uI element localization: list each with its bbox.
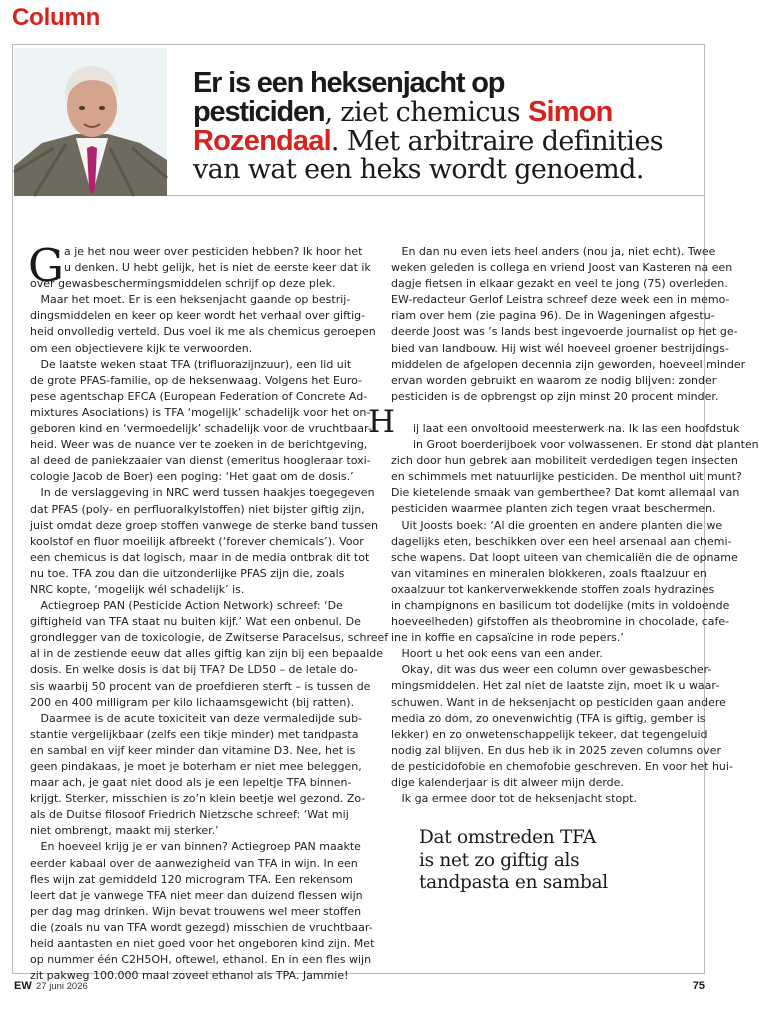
left-column-line: sis waarbij 50 procent van de proefdieren sterft – is tussen de (30, 679, 371, 693)
right-column-b-line: media zo dom, zo onevenwichtig (TFA is giftig, gember is (391, 711, 706, 725)
right-column (391, 244, 759, 807)
left-column-line: juist omdat deze groep stoffen vanwege de sterke band tussen (30, 518, 378, 532)
pullquote-line: is net zo giftig als (419, 849, 580, 871)
footer-brand: EW (14, 980, 32, 992)
right-column-a-line: En dan nu even iets heel anders (nou ja, niet echt). Twee (391, 245, 716, 258)
left-column-line: 200 en 400 milligram per kilo lichaamsgewicht (bij ratten). (30, 695, 355, 709)
right-column-b-line: ij laat een onvoltooid meesterwerk na. Ik las een hoofdstuk (413, 421, 740, 435)
right-column-b-line: Uit Joosts boek: ‘Al die groenten en andere planten die we (391, 518, 723, 532)
right-column-a-line: dagje fietsen in elkaar gezakt en veel te jong (75) overleden. (391, 277, 728, 291)
right-column-part-a (391, 244, 746, 405)
left-column-line: geen pindakaas, je moet je boterham er niet mee beleggen, (30, 760, 362, 773)
right-column-b-line: van vitamines en mineralen blokkeren, zoals ftaalzuur en (391, 566, 707, 580)
left-column-line: nu toe. TFA zou dan die uitzonderlijke PFAS zijn die, zoals (30, 566, 345, 580)
right-column-a-line: bied van landbouw. Hij wist wél hoeveel groener bestrijdings- (391, 341, 729, 355)
right-column-b-line: de pesticidofobie en chemofobie geschreven. En voor het hui- (391, 759, 733, 773)
left-column-line: eerder kabaal over de aanwezigheid van TFA in wijn. In een (30, 856, 358, 870)
headline-part5: van wat een heks wordt genoemd. (193, 154, 644, 185)
right-column-b-line: pesticiden waarmee planten zich tegen vraat beschermen. (391, 502, 716, 516)
right-column-b-line: dige kalenderjaar is dit alweer mijn derde. (391, 776, 624, 789)
left-column-line: Daarmee is de acute toxiciteit van deze vermaledijde sub- (30, 711, 363, 725)
left-column-line: En hoeveel krijg je er van binnen? Actiegroep PAN maakte (30, 840, 361, 854)
right-column-b-line: en schimmels met natuurlijke pesticiden. De menthol uit munt? (391, 470, 742, 484)
left-column-line: niet ombrengt, maakt mij sterker.’ (30, 824, 219, 838)
right-column-b-line: schuwen. Want in de heksenjacht op pesticiden gaan andere (391, 695, 726, 709)
author-portrait (14, 48, 167, 196)
left-column-line: die (zoals nu van TFA wordt gezegd) misschien de vruchtbaar- (30, 920, 373, 934)
left-column-line: per dag mag drinken. Wijn bevat trouwens wel meer stoffen (30, 904, 362, 918)
headline-author-last: Rozendaal (193, 125, 331, 157)
right-column-b-line: dagelijks eten, beschikken over een heel arsenaal aan chemi- (391, 534, 732, 548)
right-column-b-line: Hoort u het ook eens van een ander. (391, 647, 603, 661)
right-column-b-line: in Groot boerderijboek voor volwassenen. Er stond dat planten (413, 438, 759, 452)
dropcap-left: G (28, 239, 64, 292)
left-column-line: heid onvolledig verteld. Dus voel ik me als chemicus geroepen (30, 325, 376, 339)
right-column-b-line: oxaalzuur tot kankerverwekkende stoffen zoals hydrazines (391, 582, 715, 596)
pullquote-line: Dat omstreden TFA (419, 827, 596, 848)
left-column-line: heid. Weer was de nuance ver te zoeken in de berichtgeving, (30, 438, 368, 452)
left-column-line: koolstof en fluor moeilijk afbreekt (‘forever chemicals’). Voor (30, 534, 364, 548)
left-column-line: maar ach, je gaat niet dood als je een lepeltje TFA binnen- (30, 776, 352, 790)
dropcap-right: H (368, 404, 396, 440)
left-column-line: In de verslaggeving in NRC werd tussen haakjes toegegeven (30, 486, 375, 500)
right-column-a-line: weken geleden is collega en vriend Joost van Kasteren na een (391, 261, 733, 275)
right-column-b-line: mingsmiddelen. Het zal niet de laatste zijn, moet ik u waar- (391, 679, 720, 693)
right-column-a-line: ervan worden gebruikt en waarom ze nodig blijven: zonder (391, 373, 717, 387)
right-column-a-line: deerde Joost was ’s lands best ingevoerde journalist op het ge- (391, 325, 738, 339)
left-column-line: dingsmiddelen en keer op keer wordt het verhaal over giftig- (30, 309, 366, 323)
left-column-line: als de Duitse filosoof Friedrich Nietzsche schreef: ‘Wat mij (30, 808, 349, 822)
left-column-line: grondlegger van de toxicologie, de Zwitserse Paracelsus, schreef (30, 631, 389, 645)
left-column-line: De laatste weken staat TFA (trifluorazijnzuur), een lid uit (30, 357, 352, 371)
left-column-line: geboren kind en ‘vermoedelijk’ schadelijk voor de vruchtbaar- (30, 422, 372, 436)
left-column-line: en sambal en vijf keer minder dan vitamine D3. Nee, het is (30, 743, 356, 757)
right-column-b-line: lekker) en zo onwetenschappelijk tekeer, dat tegengeluid (391, 727, 708, 741)
left-column-line: stantie vergelijkbaar (zelfs een tikje minder) met tandpasta (30, 727, 359, 741)
right-column-b-line: Ik ga ermee door tot de heksenjacht stopt. (391, 792, 637, 806)
left-column-line: Actiegroep PAN (Pesticide Action Network) schreef: ‘De (30, 599, 343, 613)
right-column-a-line: pesticiden is de opbrengst op zijn minst 20 procent minder. (391, 389, 719, 403)
left-column-line: a je het nou weer over pesticiden hebben? Ik hoor het (64, 245, 363, 258)
left-column-line: dosis. En welke dosis is dat bij TFA? De LD50 – de letale do- (30, 663, 358, 677)
headline (193, 69, 693, 184)
right-column-a-line: riam over hem (zie pagina 96). De in Wageningen afgestu- (391, 309, 715, 323)
left-column-line: al in de zestiende eeuw dat alles giftig kan zijn bij een bepaalde (30, 647, 383, 661)
headline-author-first: Simon (527, 96, 613, 128)
footer-date: 27 juni 2026 (36, 981, 88, 992)
left-column-line: zit pakweg 100.000 maal zoveel ethanol als TPA. Jammie! (30, 969, 349, 983)
right-column-b-line: zich door hun gebrek aan mobiliteit verdedigen tegen insecten (391, 454, 738, 468)
left-column-line: Maar het moet. Er is een heksenjacht gaande op bestrij- (30, 293, 351, 307)
section-label: Column (12, 4, 101, 31)
left-column-line: op nummer één C2H5OH, oftewel, ethanol. En in een fles wijn (30, 953, 372, 967)
right-column-b-line: ine in koffie en capsaïcine in rode pepers.’ (391, 631, 624, 645)
right-column-a-line: middelen de afgelopen decennia zijn geworden, hoeveel minder (391, 357, 746, 371)
left-column-line: al deed de paniekzaaier van dienst (emeritus hoogleraar toxi- (30, 454, 371, 468)
left-column-line: een chemicus is dat logisch, maar in de media ontbrak dit tot (30, 550, 370, 564)
headline-part2: pesticiden (193, 96, 325, 128)
right-column-b-line: Die kietelende smaak van gemberthee? Dat komt allemaal van (391, 486, 740, 500)
right-column-b-line: Okay, dit was dus weer een column over gewasbescher- (391, 663, 712, 677)
right-column-b-line: hoeveelheden) gifstoffen als theobromine in chocolade, cafe- (391, 615, 730, 629)
left-column-line: over gewasbeschermingsmiddelen schrijf op deze plek. (30, 277, 336, 291)
left-column-line: pese agentschap EFCA (European Federation of Concrete Ad- (30, 389, 368, 403)
left-column-line: de grote PFAS-familie, op de heksenwaag. Volgens het Euro- (30, 373, 363, 387)
footer-page-number: 75 (692, 980, 705, 992)
right-column-b-line: sche wapens. Dat loopt uiteen van chemicaliën die de opname (391, 550, 738, 564)
left-column-line: fles wijn zat gemiddeld 120 microgram TFA. Een rekensom (30, 872, 353, 886)
header-rule (167, 195, 705, 196)
left-column-line: om een objectievere kijk te verwoorden. (30, 341, 253, 355)
left-column (28, 239, 389, 984)
right-column-b-line: in champignons en basilicum tot dodelijke (mits in voldoende (391, 598, 730, 612)
pullquote (419, 827, 679, 895)
left-column-line: NRC kopte, ‘mogelijk wél schadelijk’ is. (30, 582, 245, 596)
left-column-line: giftigheid van TFA staat nu buiten kijf.’ Wat een onbenul. De (30, 615, 361, 629)
headline-part3: , ziet chemicus (324, 97, 528, 128)
left-column-line: krijgt. Sterker, misschien is zo’n klein beetje wel gezond. Zo- (30, 792, 366, 806)
headline-part4: . Met arbitraire definities (330, 126, 663, 157)
headline-part1: Er is een heksenjacht op (193, 67, 505, 99)
left-column-line: mixtures Asociations) is TFA ‘mogelijk’ schadelijk voor het on- (30, 405, 371, 419)
right-column-a-line: EW-redacteur Gerlof Leistra schreef deze week een in memo- (391, 293, 730, 307)
left-column-line: leert dat je vanwege TFA niet meer dan duizend flessen wijn (30, 888, 363, 902)
left-column-line: cologie Jacob de Boer) een poging: ‘Het gaat om de dosis.’ (30, 470, 354, 484)
left-column-line: heid aantasten en niet goed voor het ongeboren kind zijn. Met (30, 937, 375, 951)
right-column-b-line: nodig zal blijven. En dus heb ik in 2025 zeven columns over (391, 743, 721, 757)
left-column-line: u denken. U hebt gelijk, het is niet de eerste keer dat ik (64, 261, 371, 275)
pullquote-line: tandpasta en sambal (419, 872, 608, 893)
left-column-line: dat PFAS (poly- en perfluoralkylstoffen) niet bijster giftig zijn, (30, 502, 365, 516)
right-column-part-b (391, 421, 759, 807)
